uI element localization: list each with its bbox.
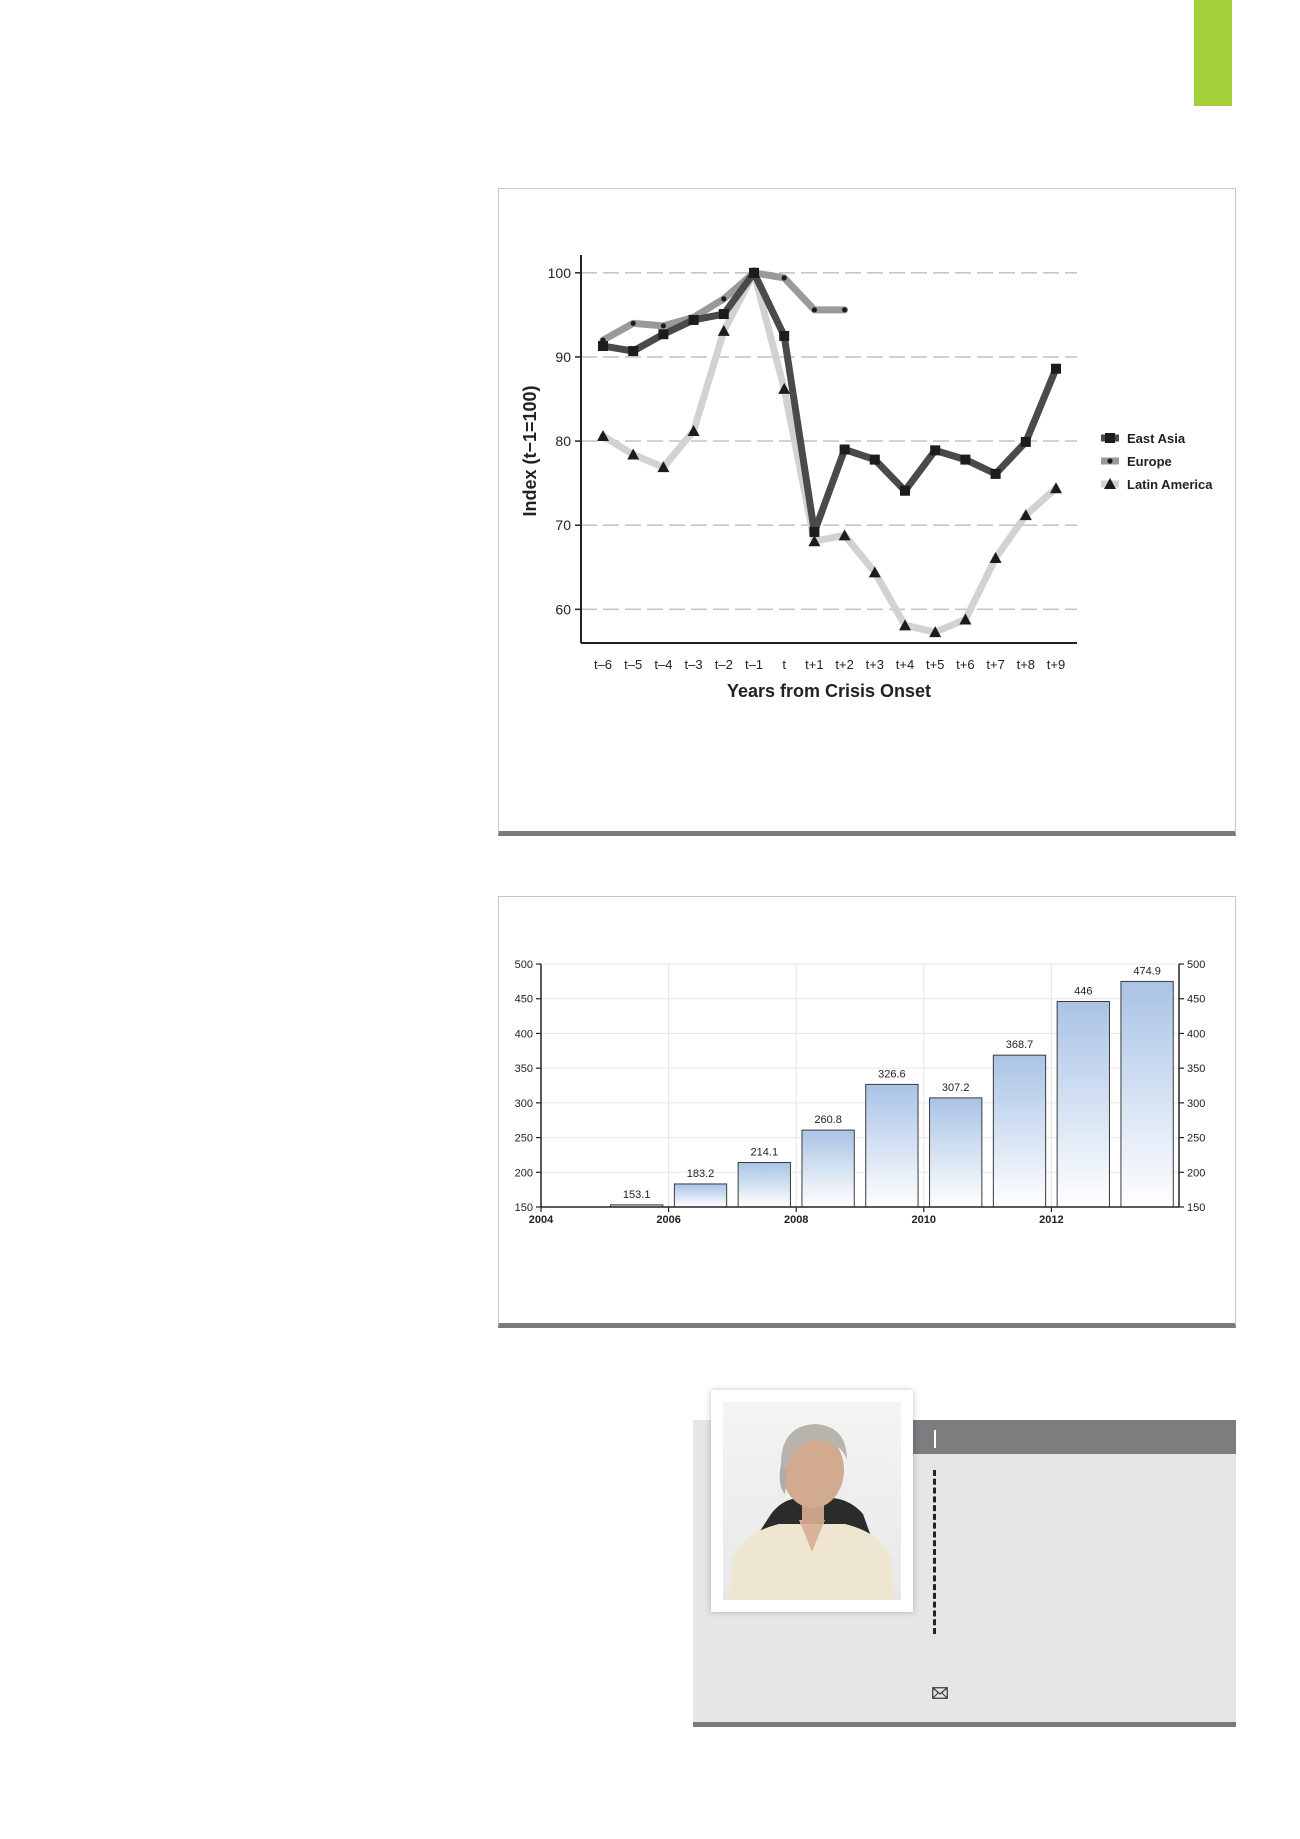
line-chart-panel xyxy=(498,188,1236,836)
point-europe-4 xyxy=(721,296,726,301)
bar-y-label-right-400: 400 xyxy=(1187,1028,1206,1041)
point-europe-2 xyxy=(661,323,666,328)
x-tick-label-7: t+1 xyxy=(805,657,824,672)
bar-2009 xyxy=(866,1084,918,1207)
point-europe-7 xyxy=(812,307,817,312)
bar-y-label-left-150: 150 xyxy=(514,1202,533,1214)
bar-chart-panel xyxy=(498,896,1236,1328)
y-tick-label-70: 70 xyxy=(555,517,571,534)
point-east-asia-13 xyxy=(991,469,1001,479)
x-tick-label-8: t+2 xyxy=(835,657,854,672)
y-tick-label-90: 90 xyxy=(555,348,571,365)
bar-label-2009: 326.6 xyxy=(878,1068,906,1081)
bar-y-label-left-500: 500 xyxy=(514,959,533,971)
x-tick-label-1: t–5 xyxy=(624,657,643,672)
x-tick-label-2: t–4 xyxy=(654,657,673,672)
x-tick-label-3: t–3 xyxy=(684,657,703,672)
bar-y-label-left-350: 350 xyxy=(514,1063,533,1076)
bar-label-2008: 260.8 xyxy=(814,1114,842,1127)
bar-y-label-left-450: 450 xyxy=(514,993,533,1006)
legend-label-latin-america: Latin America xyxy=(1127,477,1213,492)
point-east-asia-3 xyxy=(689,315,699,325)
bar-x-label-2008: 2008 xyxy=(783,1214,809,1226)
legend-marker-europe xyxy=(1107,458,1112,463)
point-east-asia-0 xyxy=(598,341,608,351)
legend-label-east-asia: East Asia xyxy=(1127,431,1186,446)
bar-label-2013: 474.9 xyxy=(1133,965,1161,978)
bar-y-label-left-250: 250 xyxy=(514,1132,533,1145)
bar-y-label-right-250: 250 xyxy=(1187,1132,1206,1145)
x-tick-label-14: t+8 xyxy=(1016,657,1036,672)
bar-2010 xyxy=(930,1098,982,1207)
green-tab-accent xyxy=(1194,0,1232,106)
bar-label-2010: 307.2 xyxy=(941,1081,970,1094)
bar-y-label-left-200: 200 xyxy=(514,1167,533,1180)
bar-x-label-2004: 2004 xyxy=(528,1214,554,1226)
point-east-asia-7 xyxy=(809,527,819,537)
x-tick-label-9: t+3 xyxy=(865,657,885,672)
header-divider xyxy=(934,1430,936,1448)
y-tick-label-60: 60 xyxy=(555,601,571,618)
point-east-asia-2 xyxy=(658,329,668,339)
profile-header-bar xyxy=(910,1420,1236,1454)
x-tick-label-4: t–2 xyxy=(714,657,733,672)
point-east-asia-12 xyxy=(960,455,970,465)
bar-label-2006: 183.2 xyxy=(686,1167,715,1180)
bar-2007 xyxy=(738,1162,790,1207)
bar-label-2007: 214.1 xyxy=(750,1146,779,1159)
legend-label-europe: Europe xyxy=(1127,454,1172,469)
bar-2011 xyxy=(993,1055,1045,1207)
y-tick-label-100: 100 xyxy=(547,264,571,281)
author-photo xyxy=(723,1402,901,1600)
author-photo-card xyxy=(711,1390,913,1612)
bar-label-2005: 153.1 xyxy=(622,1188,651,1201)
line-chart xyxy=(499,189,1235,830)
dashed-divider xyxy=(933,1470,936,1634)
bar-label-2012: 446 xyxy=(1074,985,1093,998)
x-tick-label-15: t+9 xyxy=(1046,657,1066,672)
bar-2012 xyxy=(1057,1001,1109,1207)
bar-2013 xyxy=(1121,981,1173,1207)
x-tick-label-13: t+7 xyxy=(986,657,1005,672)
bar-y-label-right-150: 150 xyxy=(1187,1202,1206,1214)
bar-2008 xyxy=(802,1130,854,1207)
x-tick-label-6: t xyxy=(782,657,787,672)
point-east-asia-9 xyxy=(870,455,880,465)
point-east-asia-6 xyxy=(779,331,789,341)
x-tick-label-10: t+4 xyxy=(895,657,915,672)
bar-x-label-2010: 2010 xyxy=(911,1214,937,1226)
bar-chart xyxy=(499,897,1235,1322)
point-east-asia-10 xyxy=(900,486,910,496)
bar-label-2011: 368.7 xyxy=(1005,1039,1034,1052)
bar-y-label-right-450: 450 xyxy=(1187,993,1206,1006)
x-tick-label-11: t+5 xyxy=(925,657,945,672)
mail-icon[interactable] xyxy=(932,1687,948,1699)
x-tick-label-12: t+6 xyxy=(956,657,975,672)
point-europe-1 xyxy=(631,321,636,326)
point-east-asia-11 xyxy=(930,445,940,455)
point-east-asia-4 xyxy=(719,309,729,319)
point-europe-8 xyxy=(842,307,847,312)
y-tick-label-80: 80 xyxy=(555,433,571,450)
bar-y-label-right-300: 300 xyxy=(1187,1097,1206,1110)
bar-y-label-left-300: 300 xyxy=(514,1097,533,1110)
point-east-asia-14 xyxy=(1021,437,1031,447)
y-axis-title: Index (t−1=100) xyxy=(520,385,540,517)
point-east-asia-15 xyxy=(1051,364,1061,374)
bar-y-label-right-350: 350 xyxy=(1187,1063,1206,1076)
bar-y-label-right-200: 200 xyxy=(1187,1167,1206,1180)
x-tick-label-0: t–6 xyxy=(593,657,613,672)
legend-marker-east-asia xyxy=(1105,433,1115,443)
bar-x-label-2006: 2006 xyxy=(656,1214,681,1226)
point-east-asia-1 xyxy=(628,346,638,356)
bar-y-label-right-500: 500 xyxy=(1187,959,1206,971)
bar-y-label-left-400: 400 xyxy=(514,1028,533,1041)
point-east-asia-8 xyxy=(840,445,850,455)
point-europe-6 xyxy=(782,275,787,280)
point-east-asia-5 xyxy=(749,268,759,278)
bar-2006 xyxy=(674,1184,726,1207)
bar-x-label-2012: 2012 xyxy=(1039,1214,1064,1226)
x-axis-title: Years from Crisis Onset xyxy=(726,681,932,701)
x-tick-label-5: t–1 xyxy=(744,657,764,672)
